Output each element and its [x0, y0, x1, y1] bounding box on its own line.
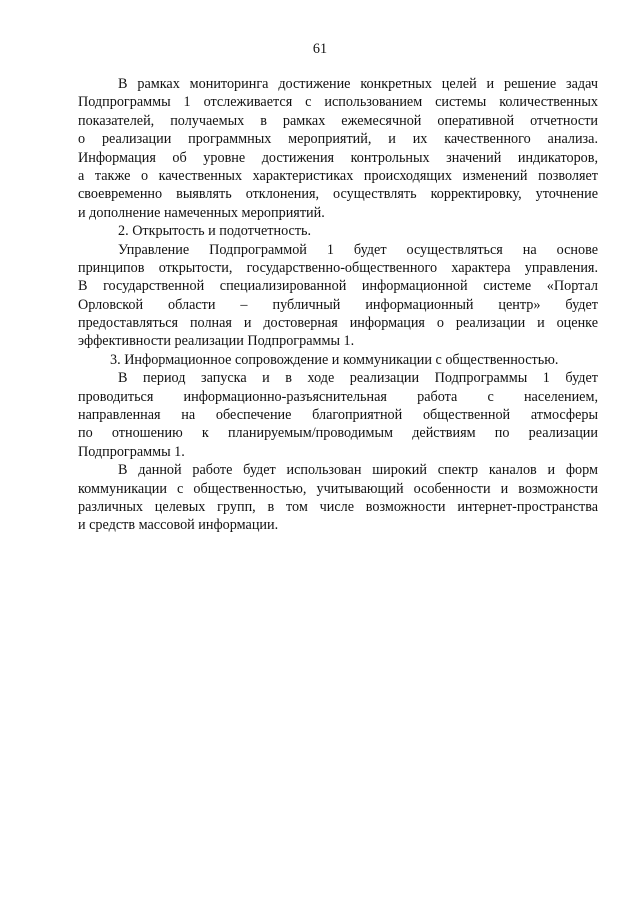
- text-line: В государственной специализированной информационной системе «Портал: [78, 278, 598, 295]
- text-line: направленная на обеспечение благоприятной общественной атмосферы: [78, 407, 598, 424]
- section-heading-text: 3. Информационное сопровождение и коммуникации с общественностью.: [110, 351, 559, 368]
- section-heading-text: 2. Открытость и подотчетность.: [118, 223, 312, 240]
- text-line: Информация об уровне достижения контрольных значений индикаторов,: [78, 149, 598, 166]
- paragraph-launch-period: [78, 369, 598, 461]
- text-line: Подпрограммы 1.: [78, 443, 185, 460]
- text-line: и средств массовой информации.: [78, 517, 279, 534]
- text-line: предоставляться полная и достоверная информация о реализации и оценке: [78, 315, 598, 332]
- text-line: показателей, получаемых в рамках ежемесячной оперативной отчетности: [78, 112, 598, 129]
- text-line: эффективности реализации Подпрограммы 1.: [78, 333, 355, 350]
- text-line: проводиться информационно-разъяснительная работа с населением,: [78, 388, 598, 405]
- paragraph-monitoring: [78, 75, 598, 222]
- text-line: принципов открытости, государственно-общественного характера управления.: [78, 259, 598, 276]
- text-line: Орловской области – публичный информационный центр» будет: [78, 296, 598, 313]
- section-heading-communications: [78, 351, 598, 369]
- text-line: В период запуска и в ходе реализации Подпрограммы 1 будет: [118, 370, 598, 387]
- text-line: по отношению к планируемым/проводимым действиям по реализации: [78, 425, 598, 442]
- text-line: коммуникации с общественностью, учитывающий особенности и возможности: [78, 480, 598, 497]
- text-line: а также о качественных характеристиках происходящих изменений позволяет: [78, 167, 598, 184]
- text-line: различных целевых групп, в том числе возможности интернет-пространства: [78, 498, 598, 515]
- text-line: и дополнение намеченных мероприятий.: [78, 204, 325, 221]
- body-text: [78, 75, 598, 535]
- section-heading-openness: [78, 222, 598, 240]
- paragraph-management: [78, 241, 598, 351]
- text-line: В данной работе будет использован широкий спектр каналов и форм: [118, 462, 598, 479]
- text-line: Управление Подпрограммой 1 будет осуществляться на основе: [118, 241, 598, 258]
- paragraph-channels: [78, 461, 598, 535]
- page-number: 61: [312, 41, 328, 57]
- text-line: Подпрограммы 1 отслеживается с использованием системы количественных: [78, 94, 598, 111]
- text-line: В рамках мониторинга достижение конкретных целей и решение задач: [118, 76, 598, 92]
- text-line: о реализации программных мероприятий, и их качественного анализа.: [78, 131, 598, 148]
- text-line: своевременно выявлять отклонения, осуществлять корректировку, уточнение: [78, 186, 598, 203]
